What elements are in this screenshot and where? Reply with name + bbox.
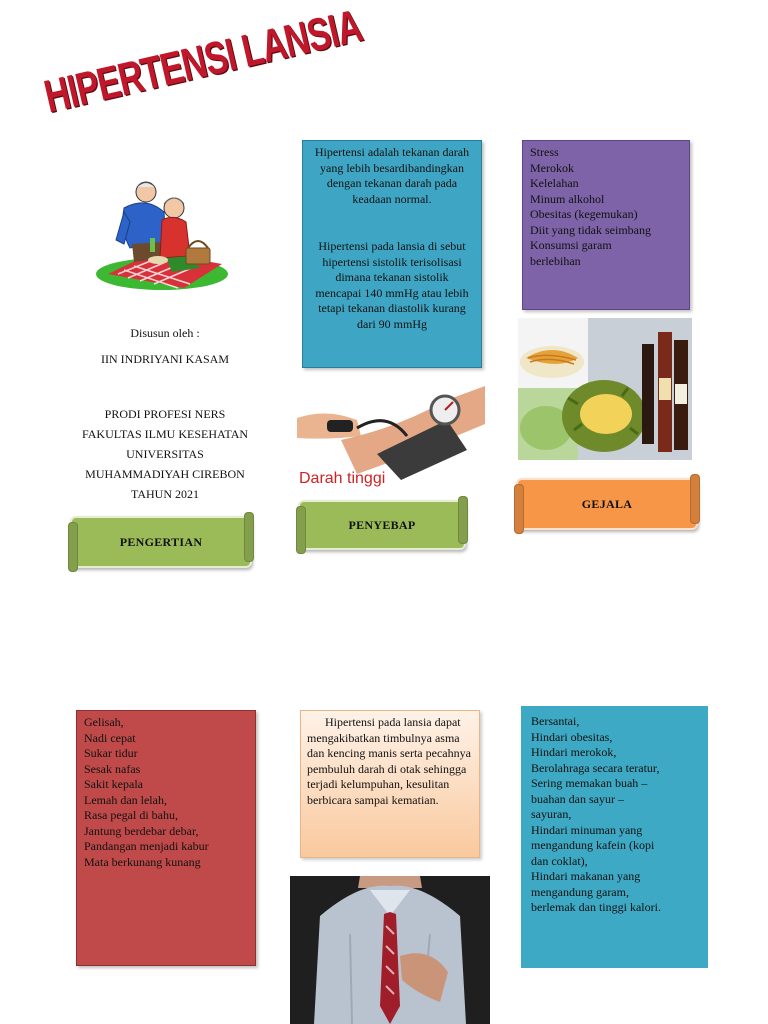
- penyebab-banner: [298, 500, 466, 550]
- institution-line: MUHAMMADIYAH CIREBON: [85, 467, 245, 481]
- institution-line: PRODI PROFESI NERS: [104, 407, 226, 421]
- brochure-title: HIPERTENSI LANSIA: [39, 0, 367, 124]
- author-name: IIN INDRIYANI KASAM: [101, 352, 229, 366]
- complication-box: [300, 710, 480, 858]
- prevention-box: [521, 706, 708, 968]
- complication-text: Hipertensi pada lansia dapat mengakibatkan timbulnya asma dan kencing manis serta pecahnya pembuluh darah di otak sehingga terjadi kelumpuhan, kesulitan berbicara sampai kematian.: [307, 715, 471, 807]
- prevention-item: buahan dan sayur –: [531, 791, 624, 806]
- gejala-label: GEJALA: [581, 496, 633, 511]
- symptom-item: Sesak nafas: [84, 761, 141, 776]
- prevention-item: Hindari minuman yang: [531, 822, 643, 837]
- cause-item: Kelelahan: [530, 176, 579, 190]
- symptoms-box: [76, 710, 256, 966]
- symptom-item: Pandangan menjadi kabur: [84, 839, 209, 853]
- symptom-item: Mata berkunang kunang: [84, 854, 201, 869]
- prevention-item: Berolahraga secara teratur,: [531, 760, 660, 775]
- prevention-item: mengandung garam,: [531, 884, 629, 899]
- bp-photo-caption: Darah tinggi: [299, 470, 386, 487]
- penyebab-label: PENYEBAP: [348, 517, 416, 532]
- gejala-banner: [516, 478, 698, 530]
- cause-item: Obesitas (kegemukan): [530, 207, 638, 221]
- definition-paragraph-1: Hipertensi adalah tekanan darah yang lebih besardibandingkan dengan tekanan darah pada keadaan normal.: [314, 145, 470, 206]
- man-chest-pain-photo: [290, 876, 490, 1024]
- pengertian-banner: [70, 516, 252, 568]
- symptom-item: Rasa pegal di bahu,: [84, 808, 178, 822]
- prevention-item: dan coklat),: [531, 853, 588, 868]
- prevention-item: Bersantai,: [531, 714, 580, 728]
- cause-item: Konsumsi garam: [530, 238, 612, 252]
- prevention-item: Hindari obesitas,: [531, 729, 613, 744]
- prevention-item: Sering memakan buah –: [531, 776, 648, 790]
- causes-box: [522, 140, 690, 310]
- cause-item: Minum alkohol: [530, 191, 605, 206]
- prevention-item: mengandung kafein (kopi: [531, 838, 655, 852]
- institution-line: FAKULTAS ILMU KESEHATAN: [81, 427, 249, 441]
- institution-line: UNIVERSITAS: [126, 447, 204, 461]
- symptom-item: Sakit kepala: [84, 777, 143, 791]
- symptom-item: Jantung berdebar debar,: [84, 823, 199, 838]
- food-alcohol-photo: [518, 318, 692, 460]
- prevention-item: Hindari merokok,: [531, 745, 617, 759]
- prevention-item: Hindari makanan yang: [531, 869, 641, 883]
- institution-line: TAHUN 2021: [130, 487, 200, 501]
- cause-item: berlebihan: [530, 253, 581, 268]
- definition-paragraph-2: Hipertensi pada lansia di sebut hipertensi sistolik terisolisasi dimana tekanan sistolik mencapai 140 mmHg atau lebih tetapi tekanan diastolik kurang dari 90 mmHg: [315, 239, 469, 331]
- elderly-couple-illustration: [94, 178, 230, 294]
- definition-box: [302, 140, 482, 368]
- symptom-item: Lemah dan lelah,: [84, 792, 167, 807]
- cause-item: Merokok: [530, 160, 574, 175]
- prevention-item: sayuran,: [531, 807, 572, 821]
- cause-item: Stress: [530, 145, 559, 159]
- institution-block: [60, 404, 270, 504]
- prevention-item: berlemak dan tinggi kalori.: [531, 900, 661, 914]
- cause-item: Diit yang tidak seimbang: [530, 222, 651, 237]
- blood-pressure-photo: [297, 380, 485, 490]
- symptom-item: Sukar tidur: [84, 746, 138, 760]
- symptom-item: Gelisah,: [84, 715, 124, 729]
- pengertian-label: PENGERTIAN: [119, 534, 203, 549]
- symptom-item: Nadi cepat: [84, 730, 136, 745]
- author-label: Disusun oleh :: [130, 326, 200, 340]
